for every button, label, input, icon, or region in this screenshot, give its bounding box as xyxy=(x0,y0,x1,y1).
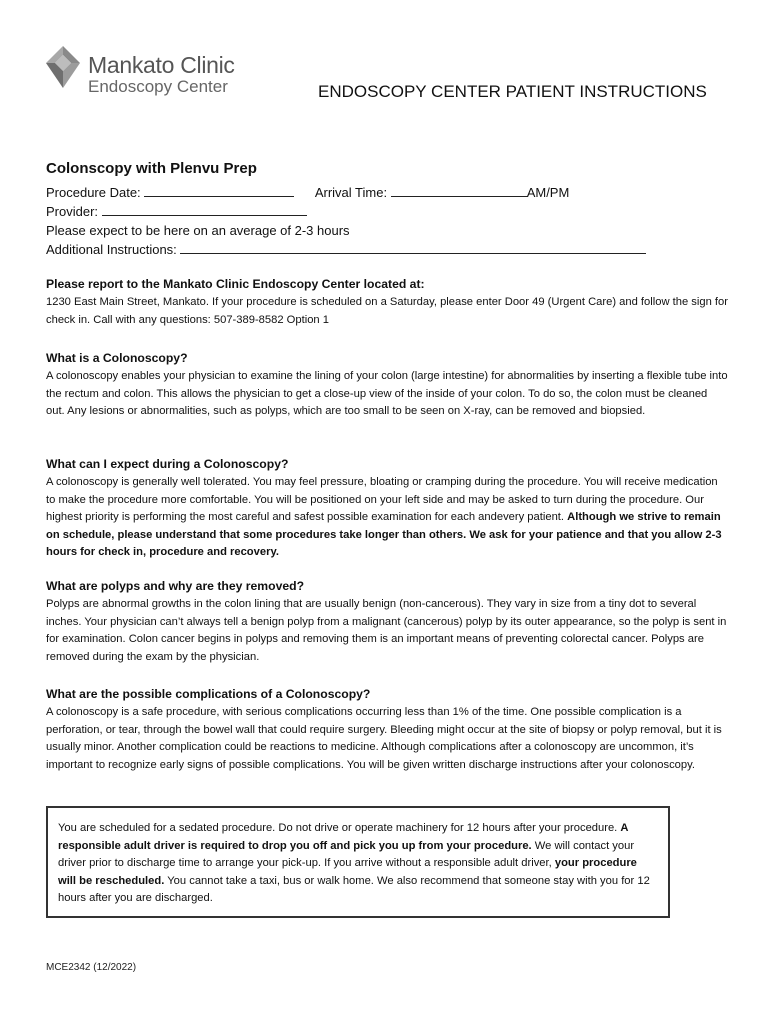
sedation-notice-box xyxy=(46,806,670,918)
what-is-section xyxy=(46,350,728,421)
expect-body-text: A colonoscopy is generally well tolerated. You may feel pressure, bloating or cramping during the procedure. You will receive medication to make the procedure more comfortable. You will be positioned on your left side and may be asked to turn during the procedure. Our highest priority is performing the most careful and safest possible examination for each andevery patient. xyxy=(46,476,718,524)
provider-row xyxy=(46,202,726,221)
document-title: ENDOSCOPY CENTER PATIENT INSTRUCTIONS xyxy=(318,82,707,101)
what-is-body: A colonoscopy enables your physician to examine the lining of your colon (large intestine) for abnormalities by inserting a flexible tube into the rectum and colon. This allows the physician to get a close-up view of the inside of your colon. To do so, the colon must be cleaned out. Any lesions or abnormalities, such as polyps, which are too small to be seen on X-ray, can be removed and biopsied. xyxy=(46,370,728,418)
additional-row xyxy=(46,240,726,259)
what-is-heading: What is a Colonoscopy? xyxy=(46,351,188,365)
complications-body: A colonoscopy is a safe procedure, with serious complications occurring less than 1% of the time. One possible complication is a perforation, or tear, through the bowel wall that could require surgery. Bleeding might occur at the site of biopsy or polyp removal, but it is usually minor. Another complication could be reactions to medicine. Although complications after a colonoscopy are uncommon, it’s important to recognize early signs of possible complications. You will be given written discharge instructions after your colonoscopy. xyxy=(46,706,722,771)
additional-label: Additional Instructions: xyxy=(46,242,177,257)
polyps-section xyxy=(46,578,728,666)
provider-field[interactable] xyxy=(102,202,307,216)
arrival-time-label: Arrival Time: xyxy=(314,185,388,200)
notice-bold-2: your procedure will be rescheduled. xyxy=(58,857,637,887)
expect-section xyxy=(46,456,728,562)
mankato-clinic-logo xyxy=(44,44,244,100)
arrival-time-field[interactable] xyxy=(391,183,527,197)
diamond-logo-icon xyxy=(44,44,82,90)
procedure-date-label: Procedure Date: xyxy=(46,185,141,200)
date-time-row xyxy=(46,183,726,202)
procedure-heading: Colonscopy with Plenvu Prep xyxy=(46,160,257,177)
logo-subtitle: Endoscopy Center xyxy=(88,77,228,96)
logo-name: Mankato Clinic xyxy=(88,52,235,78)
complications-heading: What are the possible complications of a Colonoscopy? xyxy=(46,687,371,701)
expect-body xyxy=(46,474,728,562)
location-section xyxy=(46,276,728,329)
procedure-form xyxy=(46,160,726,259)
additional-instructions-field[interactable] xyxy=(180,240,646,254)
expect-body-bold: Although we strive to remain on schedule, please understand that some procedures take longer than others. We ask for your patience and that you allow 2-3 hours for check in, procedure and recovery. xyxy=(46,511,722,559)
complications-section xyxy=(46,686,728,774)
arrival-ampm: AM/PM xyxy=(526,185,570,200)
form-code: MCE2342 (12/2022) xyxy=(46,962,137,973)
notice-text-3: You cannot take a taxi, bus or walk home. We also recommend that someone stay with you for 12 hours after you are discharged. xyxy=(58,874,650,905)
polyps-heading: What are polyps and why are they removed? xyxy=(46,579,305,593)
provider-label: Provider: xyxy=(46,204,99,219)
location-body: 1230 East Main Street, Mankato. If your procedure is scheduled on a Saturday, please enter Door 49 (Urgent Care) and follow the sign for check in. Call with any questions: 507-389-8582 Option 1 xyxy=(46,296,728,326)
expect-hours-text: Please expect to be here on an average of 2-3 hours xyxy=(46,223,350,238)
expect-heading: What can I expect during a Colonoscopy? xyxy=(46,457,289,471)
notice-text-1: You are scheduled for a sedated procedure. Do not drive or operate machinery for 12 hours after your procedure. xyxy=(58,822,621,834)
polyps-body: Polyps are abnormal growths in the colon lining that are usually benign (non-cancerous). They vary in size from a tiny dot to several inches. Your physician can’t always tell a benign polyp from a malignant (cancerous) polyp by its outer appearance, so the polyp is sent in for examination. Colon cancer begins in polyps and removing them is an important means of preventing colorectal cancer. Polyps are removed during the exam by the physician. xyxy=(46,598,727,663)
notice-text-2: We will contact your driver prior to discharge time to arrange your pick-up. If you arrive without a responsible adult driver, xyxy=(58,839,635,870)
notice-bold-1: A responsible adult driver is required to drop you off and pick you up from your procedure. xyxy=(58,822,629,852)
location-heading: Please report to the Mankato Clinic Endoscopy Center located at: xyxy=(46,277,425,291)
procedure-date-field[interactable] xyxy=(144,183,294,197)
